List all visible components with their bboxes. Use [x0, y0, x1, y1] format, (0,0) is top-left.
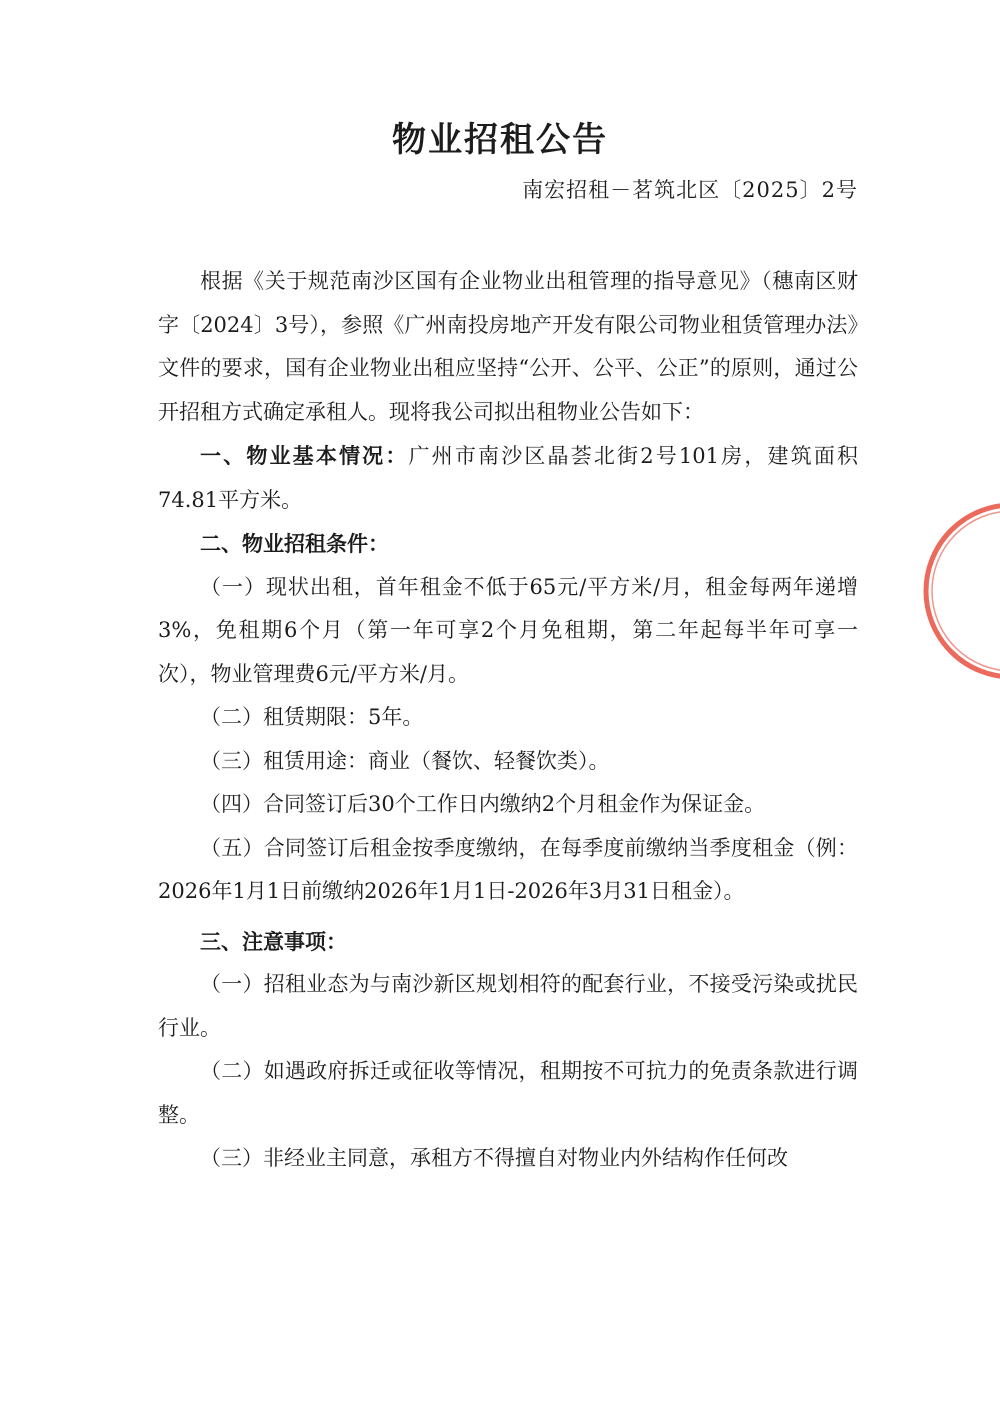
section-2-item: （四）合同签订后30个工作日内缴纳2个月租金作为保证金。 — [200, 792, 766, 816]
document-number: 南宏招租－茗筑北区〔2025〕2号 — [522, 178, 858, 202]
company-seal-icon — [922, 496, 1000, 686]
document-body — [158, 260, 858, 1181]
section-3-item: （一）招租业态为与南沙新区规划相符的配套行业，不接受污染或扰民行业。 — [158, 972, 858, 1040]
section-3-item: （二）如遇政府拆迁或征收等情况，租期按不可抗力的免责条款进行调整。 — [158, 1059, 858, 1127]
section-3-item: （三）非经业主同意，承租方不得擅自对物业内外结构作任何改 — [200, 1146, 788, 1170]
section-1-text: 广州市南沙区晶荟北街2号101房，建筑面积74.81平方米。 — [158, 444, 858, 512]
section-2-item: （三）租赁用途：商业（餐饮、轻餐饮类）。 — [200, 748, 610, 773]
document-title: 物业招租公告 — [392, 120, 608, 160]
intro-paragraph: 根据《关于规范南沙区国有企业物业出租管理的指导意见》（穗南区财字〔2024〕3号），参照《广州南投房地产开发有限公司物业租赁管理办法》文件的要求，国有企业物业出租应坚持“公开、公平、公正”的原则，通过公开招租方式确定承租人。现将我公司拟出租物业公告如下： — [158, 269, 858, 424]
section-2-item: （五）合同签订后租金按季度缴纳，在每季度前缴纳当季度租金（例：2026年1月1日前缴纳2026年1月1日-2026年3月31日租金）。 — [158, 835, 858, 903]
section-1-paragraph — [158, 434, 858, 522]
section-2-heading: 二、物业招租条件： — [200, 531, 389, 556]
section-2-item: （一）现状出租，首年租金不低于65元/平方米/月，租金每两年递增3%，免租期6个月（第一年可享2个月免租期，第二年起每半年可享一次），物业管理费6元/平方米/月。 — [158, 574, 858, 686]
section-1-heading: 一、物业基本情况： — [200, 443, 409, 468]
section-3-heading: 三、注意事项： — [200, 928, 347, 954]
section-2-item: （二）租赁期限：5年。 — [200, 705, 424, 729]
